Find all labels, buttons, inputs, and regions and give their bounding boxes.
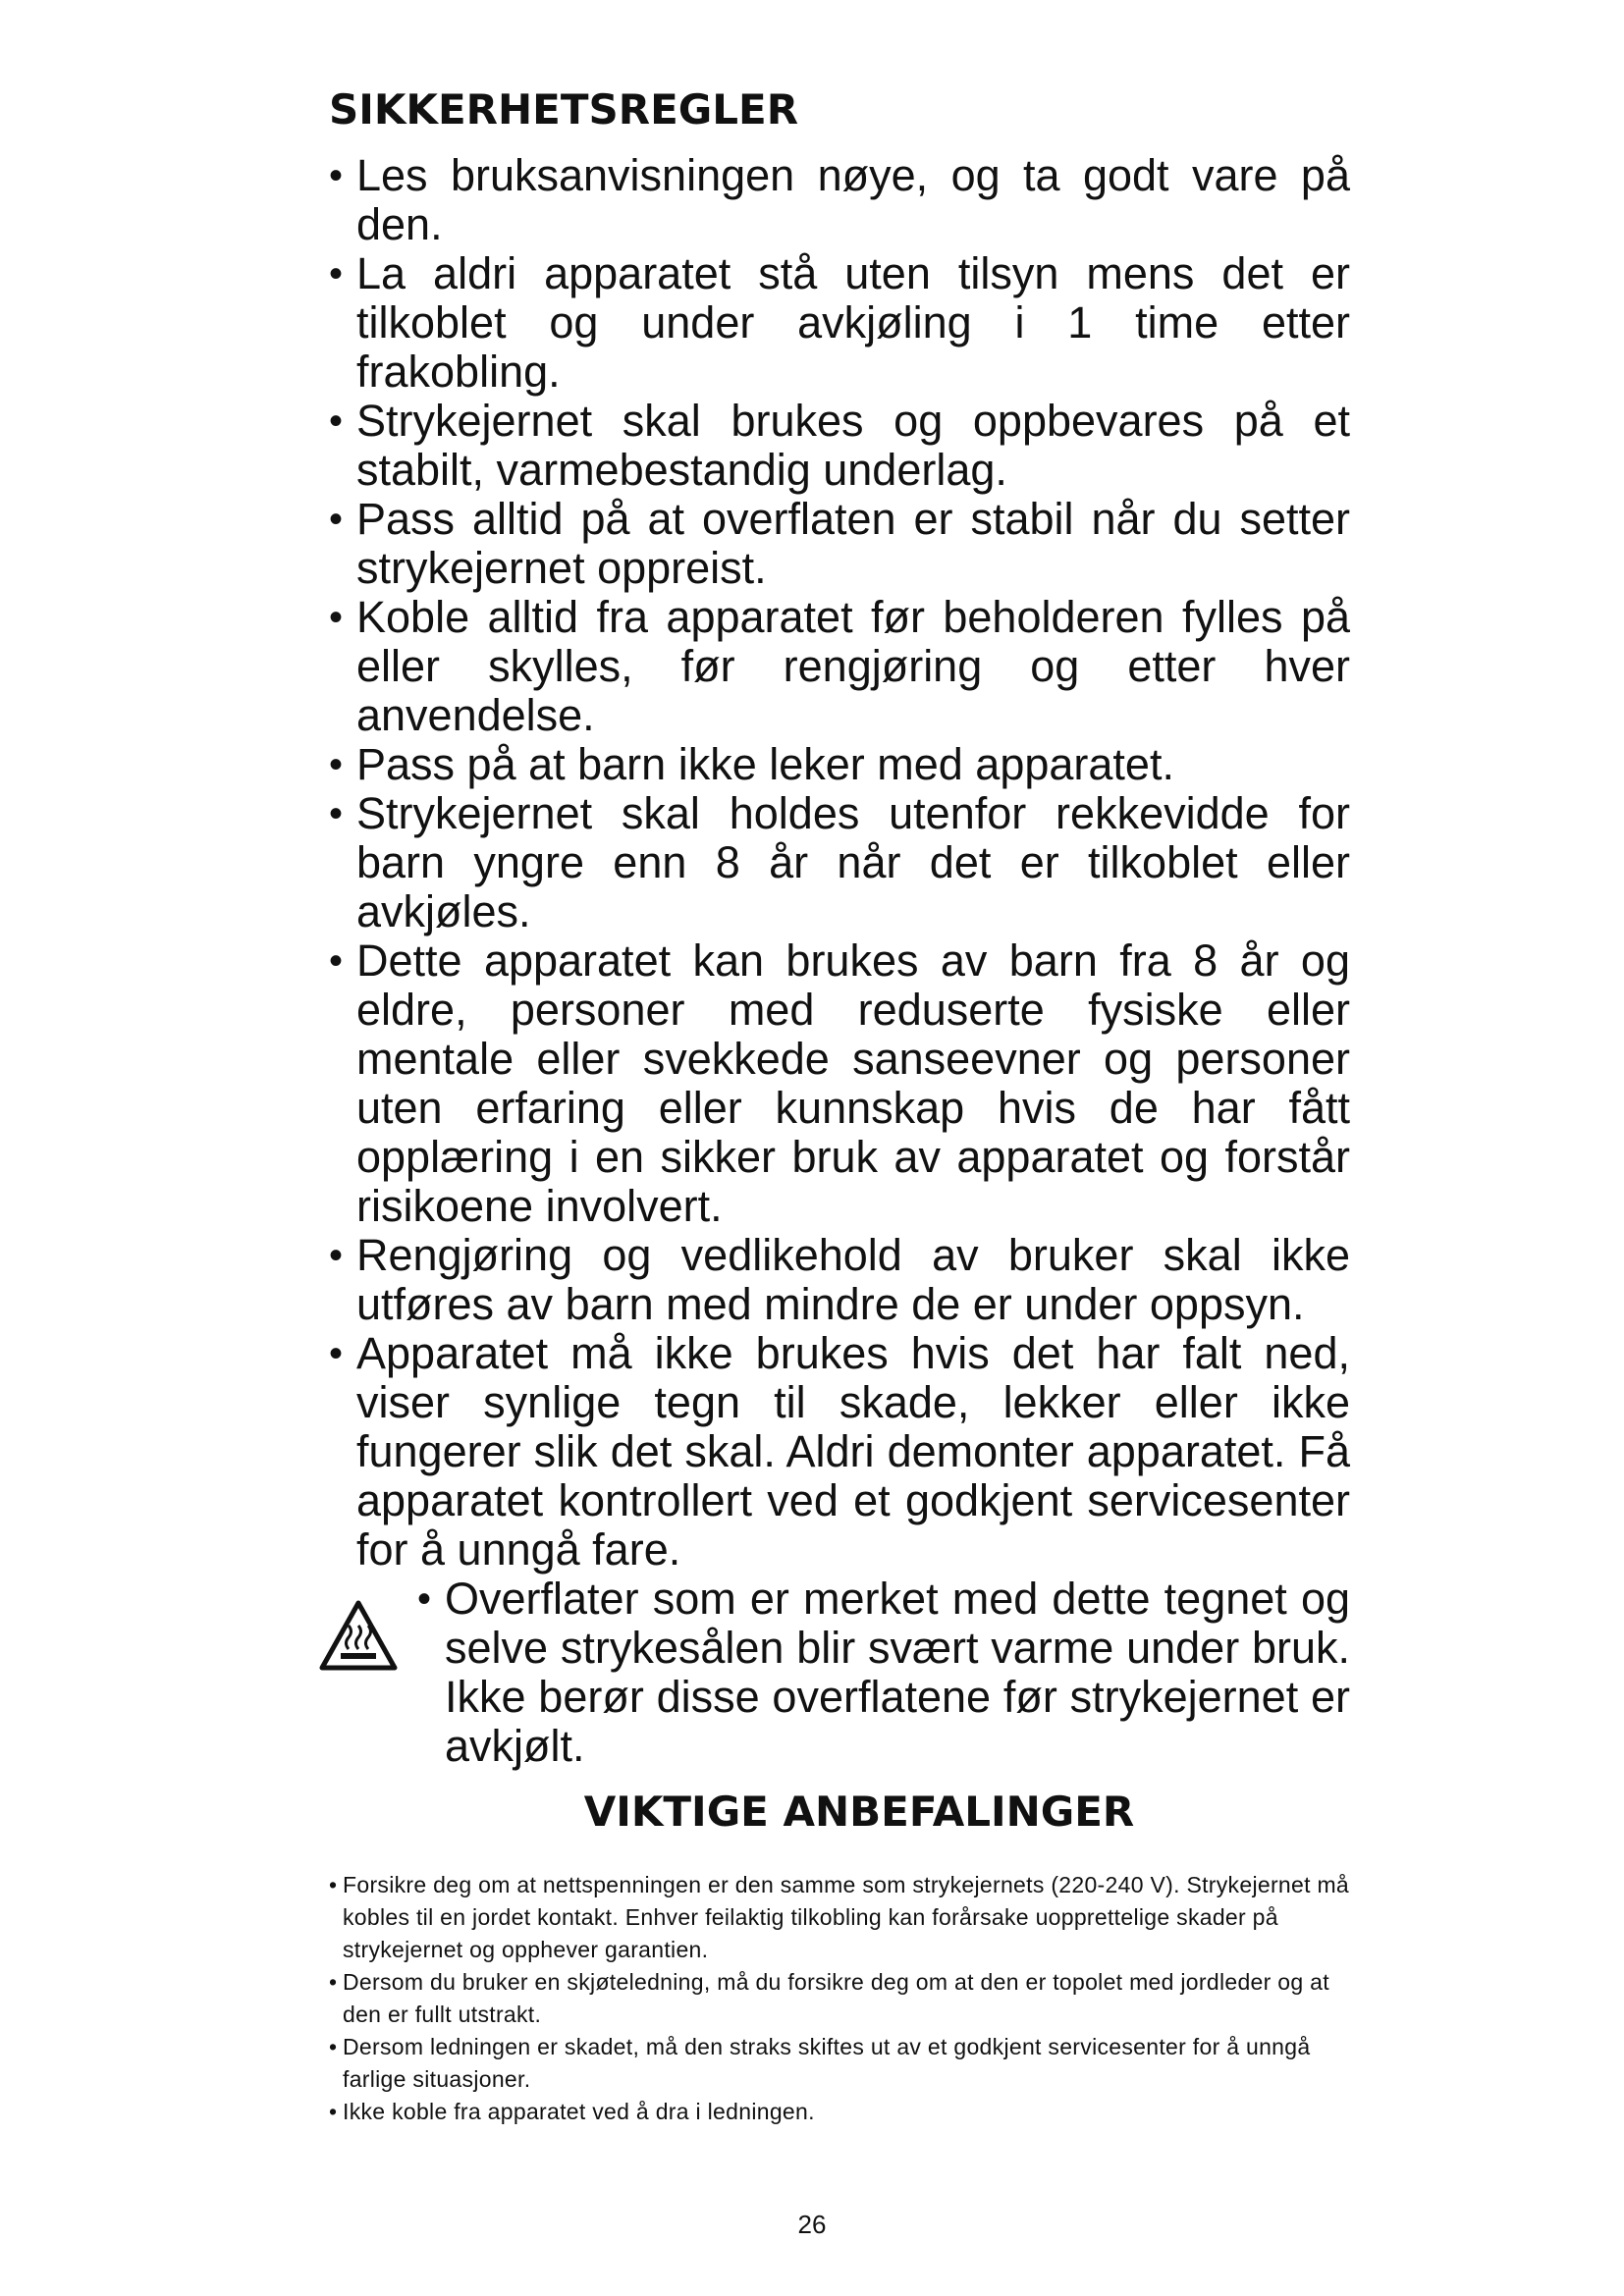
bullet: •: [329, 2034, 338, 2059]
safety-rule-text: La aldri apparatet stå uten tilsyn mens det er tilkoblet og under avkjøling i 1 time etter frakobling.: [356, 248, 1350, 397]
safety-rule-text: Pass alltid på at overflaten er stabil når du setter strykejernet oppreist.: [356, 494, 1350, 593]
safety-rule: [329, 1329, 1350, 1575]
safety-rule: [329, 740, 1350, 789]
safety-rule: [329, 789, 1350, 936]
recommendation-item: [329, 1869, 1350, 1966]
recommendation-item: [329, 2096, 1350, 2128]
safety-rule-text: Strykejernet skal brukes og oppbevares på et stabilt, varmebestandig underlag.: [356, 396, 1350, 495]
bullet: •: [417, 1577, 432, 1621]
recommendation-item: [329, 2031, 1350, 2096]
safety-rule-text: Les bruksanvisningen nøye, og ta godt vare på den.: [356, 150, 1350, 249]
safety-rule: [329, 936, 1350, 1231]
bullet: •: [329, 400, 344, 443]
recommendation-text: Dersom ledningen er skadet, må den straks skiftes ut av et godkjent servicesenter for å unngå farlige situasjoner.: [343, 2034, 1311, 2092]
safety-rule-text: Overflater som er merket med dette tegnet og selve strykesålen blir svært varme under bruk. Ikke berør disse overflatene før strykejernet er avkjølt.: [445, 1574, 1350, 1771]
bullet: •: [329, 154, 344, 197]
bullet: •: [329, 252, 344, 295]
recommendation-text: Ikke koble fra apparatet ved å dra i ledningen.: [343, 2099, 815, 2124]
bullet: •: [329, 939, 344, 983]
recommendations-heading: VIKTIGE ANBEFALINGER: [583, 1788, 1135, 1836]
hot-surface-warning: [329, 1575, 1350, 1771]
safety-rule: [329, 397, 1350, 495]
safety-rules-list: [329, 151, 1350, 1575]
recommendations-list: [329, 1869, 1350, 2128]
safety-rule-text: Pass på at barn ikke leker med apparatet.: [356, 739, 1174, 789]
recommendation-text: Forsikre deg om at nettspenningen er den samme som strykejernets (220-240 V). Strykejernet må kobles til en jordet kontakt. Enhver feilaktig tilkobling kan forårsake uopprettelige skader på strykejernet og opphever garantien.: [343, 1872, 1350, 1962]
safety-rule: [329, 249, 1350, 397]
safety-rule-hot-surface: [417, 1575, 1350, 1771]
safety-rule-text: Strykejernet skal holdes utenfor rekkevidde for barn yngre enn 8 år når det er tilkoblet eller avkjøles.: [356, 788, 1350, 936]
bullet: •: [329, 1872, 338, 1897]
safety-rule: [329, 495, 1350, 593]
bullet: •: [329, 1969, 338, 1995]
manual-page: [329, 79, 1350, 2128]
safety-rule-text: Rengjøring og vedlikehold av bruker skal ikke utføres av barn med mindre de er under oppsyn.: [356, 1230, 1350, 1329]
safety-rule-text: Dette apparatet kan brukes av barn fra 8 år og eldre, personer med reduserte fysiske eller mentale eller svekkede sanseevner og personer uten erfaring eller kunnskap hvis de har fått opplæring i en sikker bruk av apparatet og forstår risikoene involvert.: [356, 935, 1350, 1231]
safety-heading: SIKKERHETSREGLER: [329, 85, 799, 133]
bullet: •: [329, 743, 344, 786]
bullet: •: [329, 498, 344, 541]
safety-rule: [329, 1231, 1350, 1329]
safety-rule-text: Koble alltid fra apparatet før beholderen fylles på eller skylles, før rengjøring og etter hver anvendelse.: [356, 592, 1350, 740]
safety-rule-text: Apparatet må ikke brukes hvis det har falt ned, viser synlige tegn til skade, lekker eller ikke fungerer slik det skal. Aldri demonter apparatet. Få apparatet kontrollert ved et godkjent servicesenter for å unngå fare.: [356, 1328, 1350, 1575]
recommendation-item: [329, 1966, 1350, 2031]
bullet: •: [329, 1234, 344, 1277]
bullet: •: [329, 2099, 338, 2124]
recommendation-text: Dersom du bruker en skjøteledning, må du forsikre deg om at den er topolet med jordleder og at den er fullt utstrakt.: [343, 1969, 1329, 2027]
bullet: •: [329, 596, 344, 639]
bullet: •: [329, 792, 344, 835]
hot-surface-warning-icon: [319, 1600, 398, 1671]
page-number: 26: [797, 2210, 827, 2239]
bullet: •: [329, 1332, 344, 1375]
safety-rule: [329, 593, 1350, 740]
safety-rule: [329, 151, 1350, 249]
